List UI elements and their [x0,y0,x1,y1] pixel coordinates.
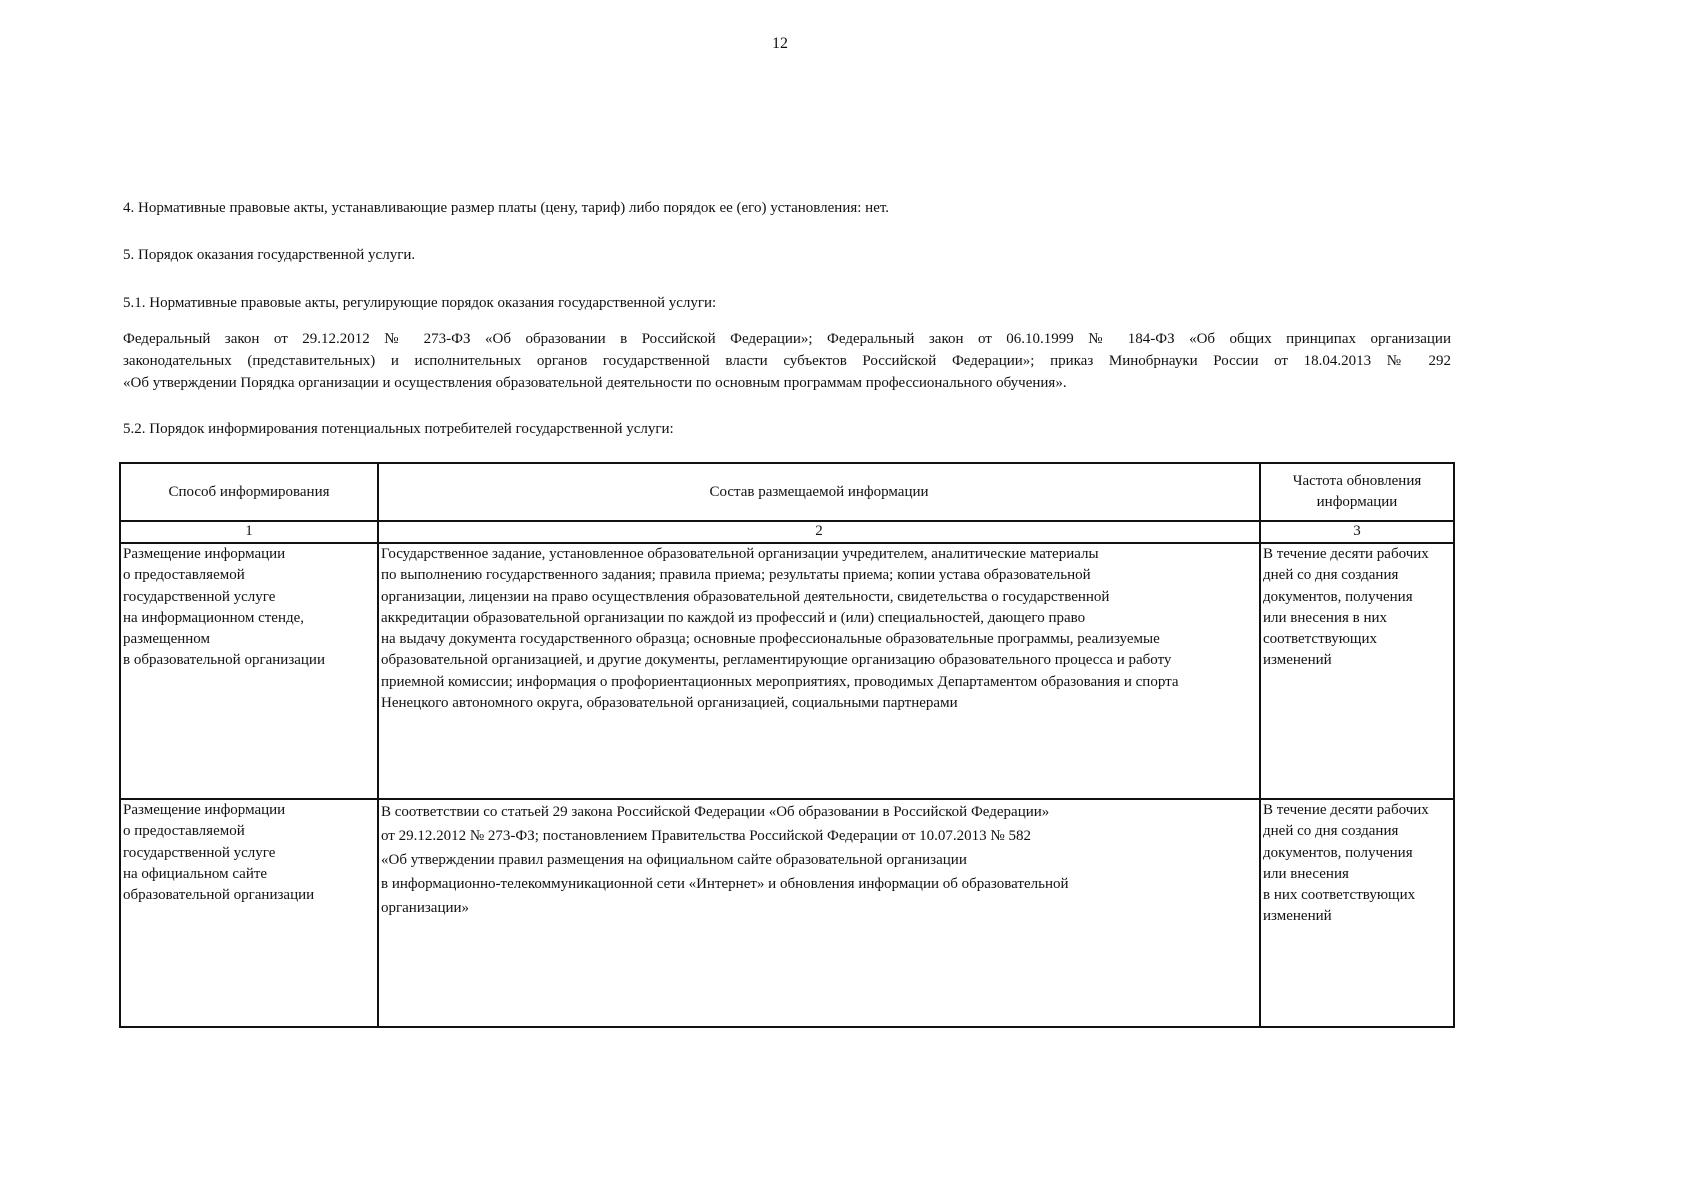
cell-line: документов, получения [1263,588,1413,605]
cell-line: на выдачу документа государственного образца; основные профессиональные образовательные программы, реализуемые [381,631,1160,648]
cell-line: аккредитации образовательной организации по каждой из профессий и (или) специальностей, дающего право [381,609,1086,626]
section-5-heading: 5. Порядок оказания государственной услуги. [123,247,416,263]
cell-line: Ненецкого автономного округа, образовательной организацией, социальными партнерами [381,695,958,712]
cell-line: от 29.12.2012 № 273-ФЗ; постановлением Правительства Российской Федерации от 10.07.2013 № 582 [381,828,1031,844]
cell-line: в информационно-телекоммуникационной сети «Интернет» и обновления информации об образовательной [381,876,1069,892]
column-number: 2 [378,521,1260,543]
cell-line: изменений [1263,652,1332,669]
table-row [120,799,1454,1027]
cell-line: о предоставляемой [123,823,245,840]
legal-acts-paragraph [123,328,1451,394]
section-4-text: 4. Нормативные правовые акты, устанавливающие размер платы (цену, тариф) либо порядок ее (его) установления: нет. [123,200,890,216]
header-frequency [1260,463,1454,521]
column-number-row [120,521,1454,543]
header-frequency-line: Частота обновления [1292,473,1422,489]
content-cell [378,799,1260,1027]
column-number: 3 [1260,521,1454,543]
cell-line: В течение десяти рабочих [1263,802,1429,818]
cell-line: о предоставляемой [123,567,245,584]
cell-line: образовательной организации [123,887,315,904]
table-row [120,543,1454,799]
section-5-2-heading: 5.2. Порядок информирования потенциальных потребителей государственной услуги: [123,421,674,437]
cell-line: на официальном сайте [123,865,268,882]
page-number: 12 [772,35,788,52]
cell-line: или внесения [1263,865,1349,882]
cell-line: государственной услуге [123,844,276,861]
table-header-row [120,463,1454,521]
cell-line: в образовательной организации [123,652,325,669]
cell-line: Размещение информации [123,546,286,562]
cell-line: В течение десяти рабочих [1263,546,1429,562]
legal-acts-line: Федеральный закон от 29.12.2012 № 273-ФЗ «Об образовании в Российской Федерации»; Федеральный закон от 06.10.1999 № 184-ФЗ «Об общих принципах организации [123,331,1451,347]
cell-line: дней со дня создания [1263,823,1399,840]
cell-line: организации, лицензии на право осуществления образовательной деятельности, свидетельства о государственной [381,588,1110,605]
cell-line: на информационном стенде, [123,609,305,626]
legal-acts-line: законодательных (представительных) и исполнительных органов государственной власти субъектов Российской Федерации»; приказ Минобрнауки России от 18.04.2013 № 292 [123,353,1451,369]
information-table [119,462,1455,1028]
column-number: 1 [120,521,378,543]
cell-line: Размещение информации [123,802,286,818]
method-cell [120,799,378,1027]
method-cell [120,543,378,799]
cell-line: изменений [1263,908,1332,925]
content-cell [378,543,1260,799]
header-method: Способ информирования [120,463,378,521]
cell-line: или внесения в них [1263,609,1388,626]
header-content: Состав размещаемой информации [378,463,1260,521]
cell-line: по выполнению государственного задания; правила приема; результаты приема; копии устава образовательной [381,567,1091,584]
frequency-cell [1260,799,1454,1027]
cell-line: размещенном [123,631,210,648]
cell-line: соответствующих [1263,631,1377,648]
cell-line: приемной комиссии; информация о профориентационных мероприятиях, проводимых Департаментом образования и спорта [381,673,1179,690]
cell-line: в них соответствующих [1263,887,1416,904]
frequency-cell [1260,543,1454,799]
cell-line: организации» [381,900,470,916]
cell-line: государственной услуге [123,588,276,605]
cell-line: документов, получения [1263,844,1413,861]
section-5-1-heading: 5.1. Нормативные правовые акты, регулирующие порядок оказания государственной услуги: [123,295,717,311]
legal-acts-line: «Об утверждении Порядка организации и осуществления образовательной деятельности по основным программам профессионального обучения». [123,375,1067,391]
cell-line: образовательной организацией, и другие документы, регламентирующие организацию образовательного процесса и работу [381,652,1172,669]
cell-line: В соответствии со статьей 29 закона Российской Федерации «Об образовании в Российской Федерации» [381,804,1050,820]
cell-line: дней со дня создания [1263,567,1399,584]
header-frequency-line: информации [1316,494,1398,510]
cell-line: Государственное задание, установленное образовательной организации учредителем, аналитические материалы [381,546,1099,562]
cell-line: «Об утверждении правил размещения на официальном сайте образовательной организации [381,852,967,868]
